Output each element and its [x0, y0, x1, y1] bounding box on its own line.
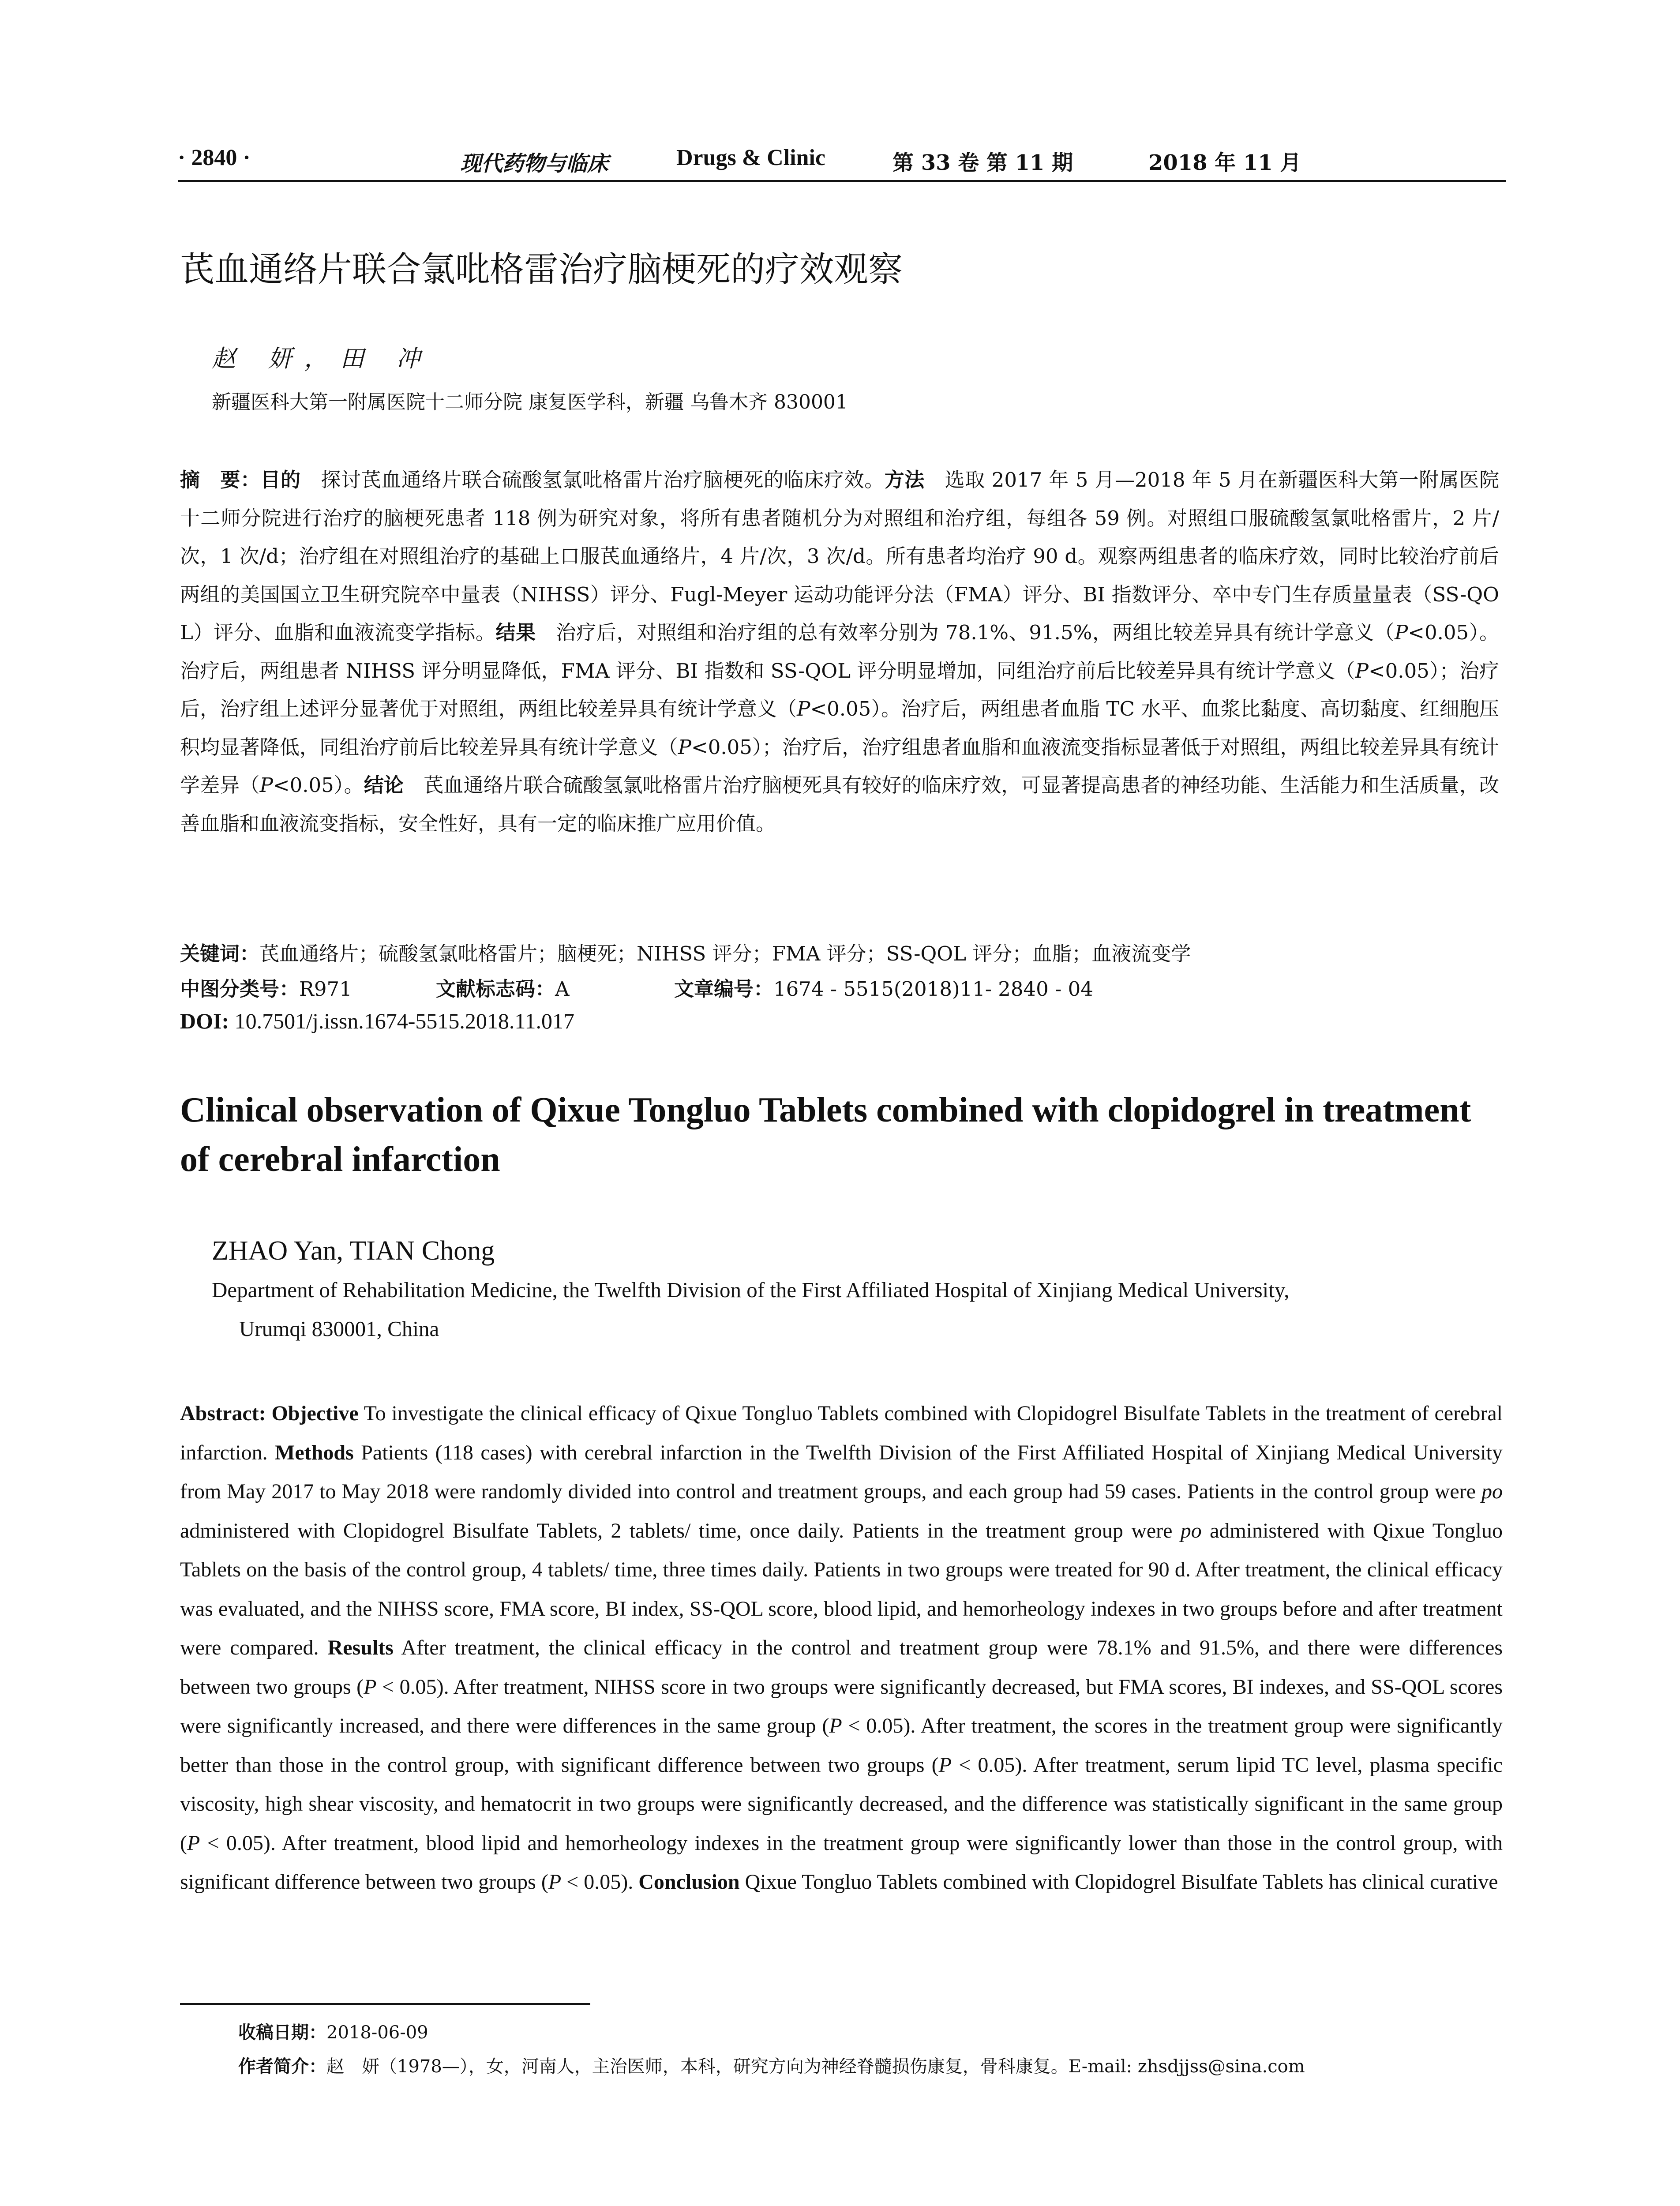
results-text-cn: <0.05）。治疗后，两组患者 NIHSS 评分明显降低，FMA 评分、BI 指数和 SS-QOL 评分明显增加，同组治疗前后比较差异具有统计学意义（ [180, 621, 1499, 683]
received-value: 2018-06-09 [326, 2022, 428, 2043]
methods-text-cn: 选取 2017 年 5 月—2018 年 5 月在新疆医科大第一附属医院十二师分院进行治疗的脑梗死患者 118 例为研究对象，将所有患者随机分为对照组和治疗组，每组各 59 例。对照组口服硫酸氢氯吡格雷片，2 片/次，1 次/d；治疗组在对照组治疗的基础上口服芪血通络片，4 片/次，3 次/d。所有患者均治疗 90 d。观察两组患者的临床疗效，同时比较治疗前后两组的美国国立卫生研究院卒中量表（NIHSS）评分、Fugl-Meyer 运动功能评分法（FMA）评分、BI 指数评分、卒中专门生存质量量表（SS-QOL）评分、血脂和血液流变学指标。 [180, 468, 1499, 644]
issue-info: 第 33 卷 第 11 期 [892, 150, 1073, 175]
p-symbol: P [1355, 659, 1369, 683]
methods-label-cn: 方法 [884, 468, 925, 491]
abstract-cn [180, 461, 1499, 843]
issue-date: 2018 年 11 月 [1148, 150, 1301, 175]
keywords-cn [180, 938, 1191, 966]
methods-label-en: Methods [275, 1441, 354, 1464]
affiliation-cn: 新疆医科大第一附属医院十二师分院 康复医学科，新疆 乌鲁木齐 830001 [212, 391, 848, 413]
doi-link[interactable]: 10.7501/j.issn.1674-5515.2018.11.017 [229, 1009, 574, 1033]
results-text-en: < 0.05). After treatment, serum lipid TC level, plasma specific viscosity, high shear viscosity, and hematocrit in two groups were significantly decreased, and the difference was statistically significant in the same group ( [180, 1753, 1503, 1855]
keywords-label-cn: 关键词： [180, 942, 260, 965]
classification-line [180, 973, 1093, 1002]
objective-label-cn: 目的 [260, 468, 301, 491]
author-bio-label: 作者简介： [238, 2056, 326, 2077]
results-text-en: < 0.05). After treatment, NIHSS score in two groups were significantly decreased, but FMA scores, BI indexes, and SS-QOL scores were significantly increased, and there were differences in the same group ( [180, 1675, 1503, 1737]
methods-text-en: administered with Qixue Tongluo Tablets on the basis of the control group, 4 tablets/ time, three times daily. Patients in two groups were treated for 90 d. After treatment, the clinical efficacy was evaluated, and the NIHSS score, FMA score, BI index, SS-QOL score, blood lipid, and hemorheology indexes in two groups before and after treatment were compared. [180, 1519, 1503, 1659]
conclusion-text-cn: 芪血通络片联合硫酸氢氯吡格雷片治疗脑梗死具有较好的临床疗效，可显著提高患者的神经功能、生活能力和生活质量，改善血脂和血液流变指标，安全性好，具有一定的临床推广应用价值。 [180, 773, 1499, 835]
running-header [178, 140, 1506, 182]
methods-text-en: Patients (118 cases) with cerebral infarction in the Twelfth Division of the First Affiliated Hospital of Xinjiang Medical University from May 2017 to May 2018 were randomly divided into control and treatment groups, and each group had 59 cases. Patients in the control group were [180, 1441, 1503, 1503]
p-symbol: P [187, 1831, 200, 1855]
abstract-en [180, 1394, 1503, 1902]
conclusion-text-en: Qixue Tongluo Tablets combined with Clopidogrel Bisulfate Tablets has clinical curative [739, 1870, 1498, 1894]
received-label: 收稿日期： [238, 2022, 326, 2043]
results-text-cn: <0.05）。 [273, 773, 364, 797]
page-number: · 2840 · [178, 145, 251, 170]
keywords-text-cn: 芪血通络片；硫酸氢氯吡格雷片；脑梗死；NIHSS 评分；FMA 评分；SS-QOL 评分；血脂；血液流变学 [259, 942, 1191, 965]
methods-text-en: administered with Clopidogrel Bisulfate Tablets, 2 tablets/ time, once daily. Patients in the treatment group were [180, 1519, 1181, 1542]
affiliation-en-line1: Department of Rehabilitation Medicine, the Twelfth Division of the First Affiliated Hospital of Xinjiang Medical University, [212, 1278, 1290, 1302]
abstract-label-cn: 摘 要： [180, 468, 261, 491]
results-label-en: Results [327, 1636, 394, 1659]
conclusion-label-en: Conclusion [638, 1870, 740, 1894]
results-text-en: < 0.05). [561, 1870, 639, 1894]
doc-code-label: 文献标志码： [436, 977, 555, 1001]
doi-line [180, 1008, 574, 1034]
author-bio-text: 赵 妍（1978—），女，河南人，主治医师，本科，研究方向为神经脊髓损伤康复，骨科康复。E-mail: zhsdjjss@sina.com [326, 2056, 1305, 2077]
article-no-label: 文章编号： [674, 977, 774, 1001]
results-text-cn: <0.05）；治疗后，治疗组患者血脂和血液流变指标显著低于对照组，两组比较差异具有统计学差异（ [180, 735, 1499, 797]
clc-value: R971 [299, 977, 352, 1001]
journal-name-en: Drugs & Clinic [676, 145, 825, 170]
objective-text-en: To investigate the clinical efficacy of Qixue Tongluo Tablets combined with Clopidogrel Bisulfate Tablets in the treatment of cerebral infarction. [180, 1402, 1503, 1464]
objective-text-cn: 探讨芪血通络片联合硫酸氢氯吡格雷片治疗脑梗死的临床疗效。 [300, 468, 885, 491]
conclusion-label-cn: 结论 [364, 773, 404, 797]
po-term: po [1481, 1480, 1503, 1503]
results-text-en: After treatment, the clinical efficacy in the control and treatment group were 78.1% and 91.5%, and there were differences between two groups ( [180, 1636, 1503, 1699]
author-bio [238, 2052, 1305, 2078]
results-text-cn: <0.05）。治疗后，两组患者血脂 TC 水平、血浆比黏度、高切黏度、红细胞压积均显著降低，同组治疗前后比较差异具有统计学意义（ [180, 697, 1499, 759]
page-title-en: Clinical observation of Qixue Tongluo Tablets combined with clopidogrel in treatment of cerebral infarction [180, 1091, 1471, 1179]
p-symbol: P [1394, 621, 1408, 644]
p-symbol: P [259, 773, 273, 797]
p-symbol: P [364, 1675, 377, 1699]
footnote-divider [180, 2003, 590, 2005]
doi-label: DOI: [180, 1009, 229, 1033]
journal-name-cn: 现代药物与临床 [460, 151, 609, 176]
p-symbol: P [797, 697, 810, 720]
page-title-cn: 芪血通络片联合氯吡格雷治疗脑梗死的疗效观察 [180, 250, 903, 289]
authors-en: ZHAO Yan, TIAN Chong [212, 1236, 495, 1266]
p-symbol: P [678, 735, 691, 759]
authors-cn: 赵 妍，田 冲 [212, 345, 433, 372]
po-term: po [1180, 1519, 1202, 1542]
clc-label: 中图分类号： [180, 977, 300, 1001]
results-text-en: < 0.05). After treatment, blood lipid and hemorheology indexes in the treatment group were significantly lower than those in the control group, with significant difference between two groups ( [180, 1831, 1503, 1894]
results-text-en: < 0.05). After treatment, the scores in the treatment group were significantly better than those in the control group, with significant difference between two groups ( [180, 1714, 1503, 1777]
received-date [238, 2018, 428, 2044]
abstract-label-en: Abstract: Objective [180, 1402, 359, 1425]
p-symbol: P [829, 1714, 842, 1737]
results-label-cn: 结果 [495, 621, 536, 644]
p-symbol: P [938, 1753, 952, 1777]
affiliation-en-line2: Urumqi 830001, China [239, 1317, 439, 1341]
article-no-value: 1674 - 5515(2018)11- 2840 - 04 [773, 977, 1093, 1001]
results-text-cn: 治疗后，对照组和治疗组的总有效率分别为 78.1%、91.5%，两组比较差异具有统计学意义（ [536, 621, 1395, 644]
p-symbol: P [548, 1870, 562, 1894]
results-text-cn: <0.05）；治疗后，治疗组上述评分显著优于对照组，两组比较差异具有统计学意义（ [180, 659, 1499, 720]
doc-code-value: A [555, 977, 570, 1001]
affiliation-en [212, 1271, 1500, 1348]
